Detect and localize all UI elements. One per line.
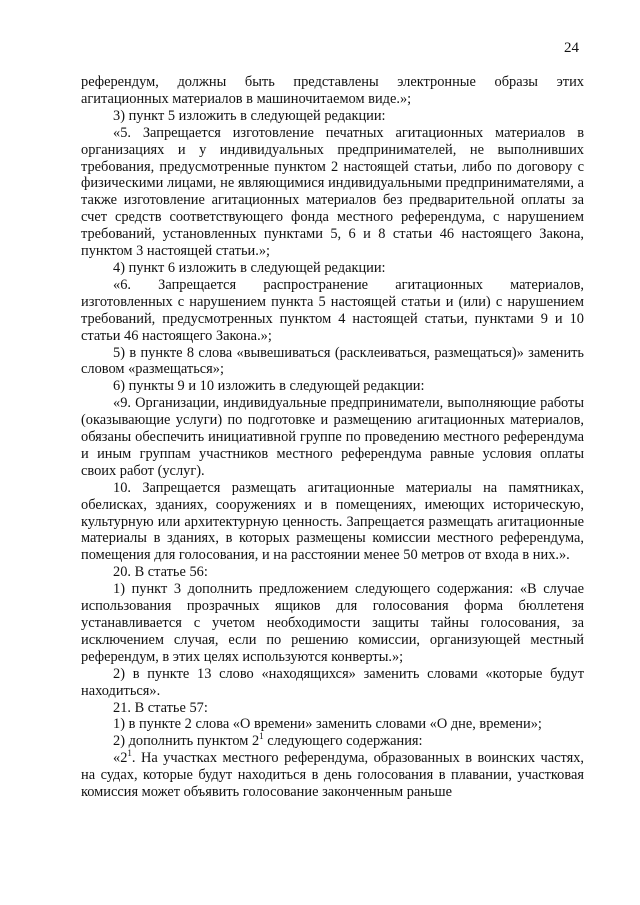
superscript: 1 <box>259 731 264 742</box>
paragraph: 5) в пункте 8 слова «вывешиваться (расклеиваться, размещаться)» заменить словом «размещаться»; <box>81 344 584 378</box>
paragraph: 1) пункт 3 дополнить предложением следующего содержания: «В случае использования прозрачных ящиков для голосования форма бюллетеня устанавливается с учетом необходимости защиты тайны голосования, за исключением случая, если по решению комиссии, организующей местный референдум, в этих целях используются конверты.»; <box>81 581 584 665</box>
paragraph <box>81 750 584 801</box>
paragraph: 3) пункт 5 изложить в следующей редакции: <box>113 107 386 124</box>
paragraph: 20. В статье 56: <box>113 564 208 581</box>
paragraph: «6. Запрещается распространение агитационных материалов, изготовленных с нарушением пункта 5 настоящей статьи и (или) с нарушением требований, предусмотренных пунктом 4 настоящей статьи, пунктами 9 и 10 статьи 46 настоящего Закона.»; <box>81 276 584 344</box>
document-body <box>81 74 584 801</box>
paragraph <box>81 733 584 750</box>
paragraph: 21. В статье 57: <box>113 699 208 716</box>
paragraph: 1) в пункте 2 слова «О времени» заменить словами «О дне, времени»; <box>113 716 542 733</box>
paragraph: 2) в пункте 13 слово «находящихся» заменить словами «которые будут находиться». <box>81 665 584 699</box>
page-number: 24 <box>564 40 579 56</box>
paragraph: референдум, должны быть представлены электронные образы этих агитационных материалов в машиночитаемом виде.»; <box>81 74 584 107</box>
paragraph-text: «2 <box>113 750 128 767</box>
paragraph: 6) пункты 9 и 10 изложить в следующей редакции: <box>113 378 425 395</box>
paragraph-text: следующего содержания: <box>263 733 423 750</box>
paragraph: 4) пункт 6 изложить в следующей редакции: <box>113 259 386 276</box>
paragraph-text: 2) дополнить пунктом 2 <box>113 733 260 750</box>
paragraph-text: . На участках местного референдума, образованных в воинских частях, на судах, которые будут находиться в день голосования в плавании, участковая комиссия может объявить голосование законченным раньше <box>81 750 584 801</box>
paragraph: «5. Запрещается изготовление печатных агитационных материалов в организациях и у индивидуальных предпринимателей, не выполнивших требования, предусмотренные пунктом 2 настоящей статьи, либо по договору с физическими лицами, не являющимися индивидуальными предпринимателями, а также изготовление агитационных материалов без предварительной оплаты за счет средств соответствующего фонда местного референдума, с нарушением требований, установленных пунктами 5, 6 и 8 статьи 46 настоящего Закона, пунктом 3 настоящей статьи.»; <box>81 124 584 260</box>
paragraph: 10. Запрещается размещать агитационные материалы на памятниках, обелисках, зданиях, сооружениях и в помещениях, имеющих историческую, культурную или архитектурную ценность. Запрещается размещать агитационные материалы в зданиях, в которых размещены комиссии местного референдума, помещения для голосования, и на расстоянии менее 50 метров от входа в них.». <box>81 479 584 564</box>
superscript: 1 <box>127 748 132 759</box>
paragraph: «9. Организации, индивидуальные предприниматели, выполняющие работы (оказывающие услуги) по подготовке и размещению агитационных материалов, обязаны обеспечить инициативной группе по проведению местного референдума и иным группам участников местного референдума равные условия оплаты своих работ (услуг). <box>81 395 584 479</box>
